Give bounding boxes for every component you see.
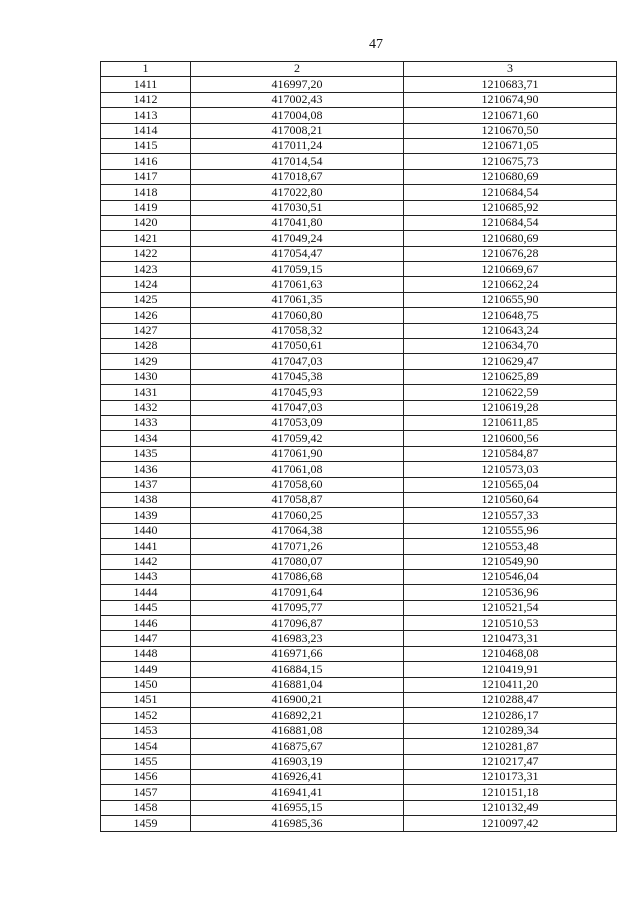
cell-point-number: 1458 — [101, 800, 191, 815]
cell-x-coordinate: 417059,42 — [191, 431, 404, 446]
table-row — [101, 739, 617, 754]
cell-x-coordinate: 416997,20 — [191, 77, 404, 92]
table-row — [101, 262, 617, 277]
cell-y-coordinate: 1210669,67 — [404, 262, 617, 277]
cell-y-coordinate: 1210662,24 — [404, 277, 617, 292]
cell-point-number: 1450 — [101, 677, 191, 692]
table-row — [101, 185, 617, 200]
cell-x-coordinate: 416955,15 — [191, 800, 404, 815]
cell-point-number: 1431 — [101, 385, 191, 400]
cell-point-number: 1436 — [101, 462, 191, 477]
cell-y-coordinate: 1210584,87 — [404, 446, 617, 461]
table-row — [101, 523, 617, 538]
cell-y-coordinate: 1210643,24 — [404, 323, 617, 338]
cell-point-number: 1414 — [101, 123, 191, 138]
cell-y-coordinate: 1210674,90 — [404, 92, 617, 107]
table-row — [101, 723, 617, 738]
cell-x-coordinate: 417061,90 — [191, 446, 404, 461]
page-number: 47 — [369, 37, 383, 52]
cell-x-coordinate: 417091,64 — [191, 585, 404, 600]
cell-point-number: 1451 — [101, 693, 191, 708]
table-row — [101, 677, 617, 692]
table-row — [101, 492, 617, 507]
cell-y-coordinate: 1210419,91 — [404, 662, 617, 677]
table-row — [101, 400, 617, 415]
cell-y-coordinate: 1210676,28 — [404, 246, 617, 261]
table-row — [101, 354, 617, 369]
cell-y-coordinate: 1210560,64 — [404, 492, 617, 507]
table-row — [101, 246, 617, 261]
cell-y-coordinate: 1210680,69 — [404, 231, 617, 246]
cell-x-coordinate: 417058,60 — [191, 477, 404, 492]
cell-y-coordinate: 1210648,75 — [404, 308, 617, 323]
table-row — [101, 539, 617, 554]
cell-y-coordinate: 1210600,56 — [404, 431, 617, 446]
cell-x-coordinate: 417086,68 — [191, 569, 404, 584]
cell-point-number: 1453 — [101, 723, 191, 738]
cell-y-coordinate: 1210634,70 — [404, 339, 617, 354]
table-row — [101, 339, 617, 354]
table-row — [101, 569, 617, 584]
cell-point-number: 1439 — [101, 508, 191, 523]
cell-x-coordinate: 416900,21 — [191, 693, 404, 708]
cell-x-coordinate: 417045,93 — [191, 385, 404, 400]
table-row — [101, 646, 617, 661]
cell-y-coordinate: 1210217,47 — [404, 754, 617, 769]
cell-x-coordinate: 416875,67 — [191, 739, 404, 754]
cell-y-coordinate: 1210468,08 — [404, 646, 617, 661]
cell-point-number: 1416 — [101, 154, 191, 169]
table-row — [101, 693, 617, 708]
cell-x-coordinate: 417095,77 — [191, 600, 404, 615]
cell-x-coordinate: 417049,24 — [191, 231, 404, 246]
cell-point-number: 1428 — [101, 339, 191, 354]
table-row — [101, 816, 617, 831]
cell-y-coordinate: 1210573,03 — [404, 462, 617, 477]
table-row — [101, 369, 617, 384]
cell-point-number: 1456 — [101, 769, 191, 784]
cell-point-number: 1418 — [101, 185, 191, 200]
cell-x-coordinate: 417060,80 — [191, 308, 404, 323]
cell-x-coordinate: 417045,38 — [191, 369, 404, 384]
cell-y-coordinate: 1210685,92 — [404, 200, 617, 215]
cell-point-number: 1415 — [101, 138, 191, 153]
cell-point-number: 1443 — [101, 569, 191, 584]
cell-y-coordinate: 1210521,54 — [404, 600, 617, 615]
cell-x-coordinate: 417061,63 — [191, 277, 404, 292]
cell-point-number: 1445 — [101, 600, 191, 615]
table-row — [101, 200, 617, 215]
column-header-point: 1 — [101, 62, 191, 77]
cell-y-coordinate: 1210151,18 — [404, 785, 617, 800]
table-row — [101, 662, 617, 677]
cell-y-coordinate: 1210622,59 — [404, 385, 617, 400]
cell-point-number: 1459 — [101, 816, 191, 831]
cell-x-coordinate: 417014,54 — [191, 154, 404, 169]
table-body — [101, 77, 617, 831]
coordinates-table — [100, 61, 617, 832]
cell-x-coordinate: 416892,21 — [191, 708, 404, 723]
cell-x-coordinate: 417047,03 — [191, 400, 404, 415]
table-row — [101, 446, 617, 461]
cell-x-coordinate: 416881,04 — [191, 677, 404, 692]
cell-x-coordinate: 417041,80 — [191, 215, 404, 230]
column-header-y: 3 — [404, 62, 617, 77]
table-row — [101, 92, 617, 107]
cell-y-coordinate: 1210289,34 — [404, 723, 617, 738]
cell-point-number: 1446 — [101, 616, 191, 631]
cell-point-number: 1419 — [101, 200, 191, 215]
cell-x-coordinate: 417080,07 — [191, 554, 404, 569]
cell-y-coordinate: 1210173,31 — [404, 769, 617, 784]
table-row — [101, 616, 617, 631]
cell-x-coordinate: 417059,15 — [191, 262, 404, 277]
cell-point-number: 1426 — [101, 308, 191, 323]
cell-x-coordinate: 417050,61 — [191, 339, 404, 354]
cell-y-coordinate: 1210684,54 — [404, 215, 617, 230]
cell-y-coordinate: 1210629,47 — [404, 354, 617, 369]
cell-point-number: 1438 — [101, 492, 191, 507]
cell-x-coordinate: 416941,41 — [191, 785, 404, 800]
table-row — [101, 154, 617, 169]
table-row — [101, 415, 617, 430]
table-row — [101, 554, 617, 569]
cell-point-number: 1432 — [101, 400, 191, 415]
cell-point-number: 1413 — [101, 108, 191, 123]
cell-y-coordinate: 1210557,33 — [404, 508, 617, 523]
cell-x-coordinate: 416884,15 — [191, 662, 404, 677]
cell-x-coordinate: 417011,24 — [191, 138, 404, 153]
cell-y-coordinate: 1210281,87 — [404, 739, 617, 754]
table-row — [101, 508, 617, 523]
cell-x-coordinate: 417030,51 — [191, 200, 404, 215]
cell-x-coordinate: 417096,87 — [191, 616, 404, 631]
cell-point-number: 1433 — [101, 415, 191, 430]
column-header-x: 2 — [191, 62, 404, 77]
table-row — [101, 277, 617, 292]
cell-point-number: 1442 — [101, 554, 191, 569]
cell-y-coordinate: 1210549,90 — [404, 554, 617, 569]
cell-point-number: 1457 — [101, 785, 191, 800]
cell-x-coordinate: 417008,21 — [191, 123, 404, 138]
cell-y-coordinate: 1210288,47 — [404, 693, 617, 708]
cell-point-number: 1425 — [101, 292, 191, 307]
cell-y-coordinate: 1210097,42 — [404, 816, 617, 831]
cell-point-number: 1421 — [101, 231, 191, 246]
cell-y-coordinate: 1210553,48 — [404, 539, 617, 554]
cell-point-number: 1447 — [101, 631, 191, 646]
table-row — [101, 477, 617, 492]
cell-point-number: 1440 — [101, 523, 191, 538]
table-row — [101, 631, 617, 646]
cell-y-coordinate: 1210683,71 — [404, 77, 617, 92]
cell-point-number: 1449 — [101, 662, 191, 677]
cell-point-number: 1417 — [101, 169, 191, 184]
table-row — [101, 431, 617, 446]
cell-point-number: 1424 — [101, 277, 191, 292]
cell-y-coordinate: 1210546,04 — [404, 569, 617, 584]
cell-y-coordinate: 1210473,31 — [404, 631, 617, 646]
cell-point-number: 1420 — [101, 215, 191, 230]
table-row — [101, 385, 617, 400]
table-row — [101, 800, 617, 815]
cell-y-coordinate: 1210619,28 — [404, 400, 617, 415]
cell-x-coordinate: 417053,09 — [191, 415, 404, 430]
cell-point-number: 1455 — [101, 754, 191, 769]
table-row — [101, 462, 617, 477]
cell-x-coordinate: 417064,38 — [191, 523, 404, 538]
table-row — [101, 785, 617, 800]
cell-x-coordinate: 416971,66 — [191, 646, 404, 661]
cell-x-coordinate: 417071,26 — [191, 539, 404, 554]
cell-point-number: 1434 — [101, 431, 191, 446]
table-row — [101, 169, 617, 184]
cell-x-coordinate: 417054,47 — [191, 246, 404, 261]
cell-point-number: 1422 — [101, 246, 191, 261]
table-row — [101, 77, 617, 92]
cell-y-coordinate: 1210625,89 — [404, 369, 617, 384]
table-row — [101, 600, 617, 615]
table-row — [101, 323, 617, 338]
cell-y-coordinate: 1210132,49 — [404, 800, 617, 815]
cell-y-coordinate: 1210510,53 — [404, 616, 617, 631]
cell-x-coordinate: 417060,25 — [191, 508, 404, 523]
cell-x-coordinate: 417004,08 — [191, 108, 404, 123]
cell-x-coordinate: 417018,67 — [191, 169, 404, 184]
table-row — [101, 108, 617, 123]
cell-point-number: 1452 — [101, 708, 191, 723]
cell-point-number: 1427 — [101, 323, 191, 338]
cell-y-coordinate: 1210670,50 — [404, 123, 617, 138]
cell-y-coordinate: 1210536,96 — [404, 585, 617, 600]
table-row — [101, 123, 617, 138]
table-row — [101, 754, 617, 769]
cell-point-number: 1430 — [101, 369, 191, 384]
cell-y-coordinate: 1210555,96 — [404, 523, 617, 538]
table-row — [101, 769, 617, 784]
cell-x-coordinate: 416881,08 — [191, 723, 404, 738]
cell-y-coordinate: 1210565,04 — [404, 477, 617, 492]
table-row — [101, 708, 617, 723]
cell-x-coordinate: 416926,41 — [191, 769, 404, 784]
cell-y-coordinate: 1210611,85 — [404, 415, 617, 430]
cell-x-coordinate: 416903,19 — [191, 754, 404, 769]
table-row — [101, 231, 617, 246]
cell-y-coordinate: 1210671,60 — [404, 108, 617, 123]
cell-point-number: 1412 — [101, 92, 191, 107]
cell-y-coordinate: 1210411,20 — [404, 677, 617, 692]
cell-point-number: 1435 — [101, 446, 191, 461]
cell-x-coordinate: 417058,32 — [191, 323, 404, 338]
table-row — [101, 308, 617, 323]
cell-y-coordinate: 1210675,73 — [404, 154, 617, 169]
cell-x-coordinate: 417061,08 — [191, 462, 404, 477]
cell-x-coordinate: 417047,03 — [191, 354, 404, 369]
cell-y-coordinate: 1210655,90 — [404, 292, 617, 307]
cell-x-coordinate: 417002,43 — [191, 92, 404, 107]
cell-point-number: 1454 — [101, 739, 191, 754]
cell-point-number: 1448 — [101, 646, 191, 661]
table-header-row — [101, 62, 617, 77]
cell-y-coordinate: 1210680,69 — [404, 169, 617, 184]
cell-y-coordinate: 1210286,17 — [404, 708, 617, 723]
cell-point-number: 1437 — [101, 477, 191, 492]
table-row — [101, 138, 617, 153]
cell-point-number: 1423 — [101, 262, 191, 277]
cell-y-coordinate: 1210671,05 — [404, 138, 617, 153]
cell-point-number: 1444 — [101, 585, 191, 600]
cell-x-coordinate: 416983,23 — [191, 631, 404, 646]
table-row — [101, 292, 617, 307]
cell-x-coordinate: 416985,36 — [191, 816, 404, 831]
cell-point-number: 1429 — [101, 354, 191, 369]
cell-x-coordinate: 417022,80 — [191, 185, 404, 200]
cell-x-coordinate: 417061,35 — [191, 292, 404, 307]
cell-x-coordinate: 417058,87 — [191, 492, 404, 507]
cell-point-number: 1441 — [101, 539, 191, 554]
table-row — [101, 215, 617, 230]
cell-y-coordinate: 1210684,54 — [404, 185, 617, 200]
table-row — [101, 585, 617, 600]
cell-point-number: 1411 — [101, 77, 191, 92]
